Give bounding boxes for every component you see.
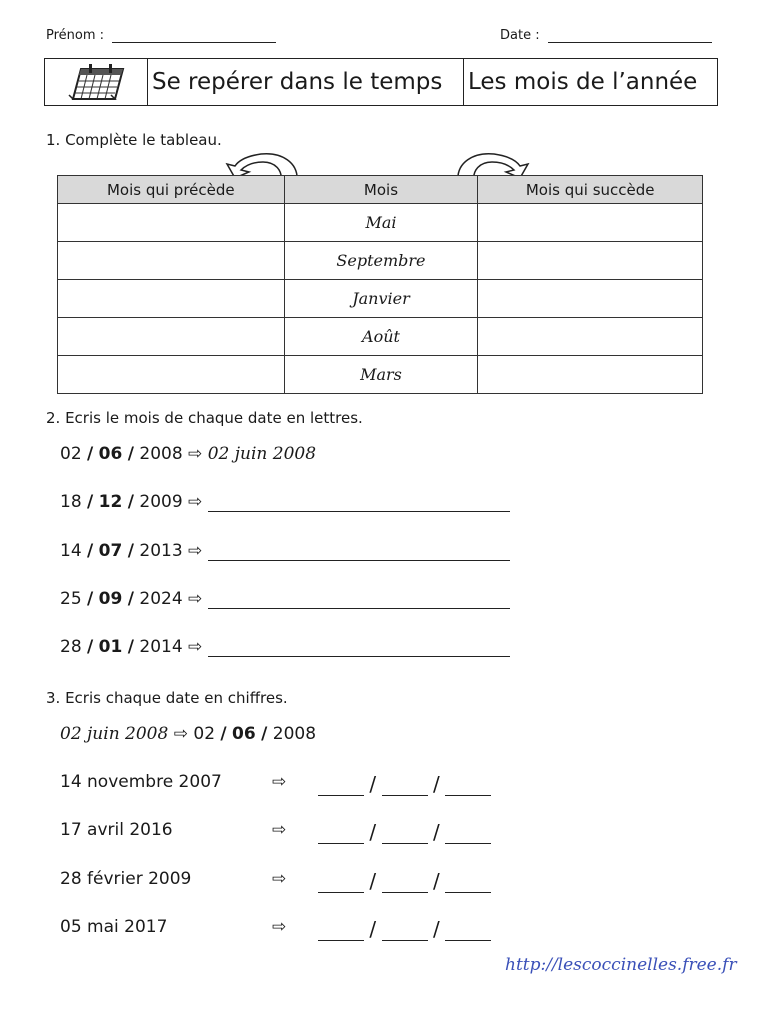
exercise3-instruction: 3. Ecris chaque date en chiffres.: [46, 689, 288, 707]
next-month-cell[interactable]: [478, 280, 703, 318]
header-month: Mois: [284, 176, 478, 204]
number-blanks[interactable]: / /: [318, 772, 491, 796]
answer-line[interactable]: [208, 656, 510, 657]
next-month-cell[interactable]: [478, 204, 703, 242]
previous-month-cell[interactable]: [58, 204, 285, 242]
arrow-icon: ⇨: [272, 772, 287, 792]
arrow-icon: ⇨: [188, 541, 203, 561]
table-row: [58, 242, 703, 280]
number-row-2: [60, 869, 530, 893]
prenom-row: [46, 28, 276, 43]
prenom-label: Prénom :: [46, 28, 105, 43]
title-right: Les mois de l’année: [463, 59, 717, 105]
month-cell: Janvier: [284, 280, 478, 318]
header-previous: Mois qui précède: [58, 176, 285, 204]
table-row: [58, 280, 703, 318]
written-date: 28 février 2009: [60, 869, 192, 889]
date-row-2: 14 / 07 / 2013 ⇨: [60, 541, 510, 561]
table-row: [58, 318, 703, 356]
example-row: 02 juin 2008 ⇨ 02 / 06 / 2008: [60, 724, 317, 744]
previous-month-cell[interactable]: [58, 280, 285, 318]
date-field[interactable]: [548, 42, 712, 43]
answer-line[interactable]: [208, 608, 510, 609]
number-blanks[interactable]: / /: [318, 820, 491, 844]
number-row-1: [60, 820, 530, 844]
table-header-row: [58, 176, 703, 204]
next-month-cell[interactable]: [478, 242, 703, 280]
answer-example: 02 juin 2008: [207, 444, 317, 464]
month-cell: Septembre: [284, 242, 478, 280]
table-row: [58, 204, 703, 242]
arrow-icon: ⇨: [188, 637, 203, 657]
answer-line[interactable]: [208, 560, 510, 561]
month-cell: Mars: [284, 356, 478, 394]
next-month-cell[interactable]: [478, 318, 703, 356]
previous-month-cell[interactable]: [58, 242, 285, 280]
icon-cell: [45, 59, 147, 105]
arrow-icon: ⇨: [188, 492, 203, 512]
exercise2-instruction: 2. Ecris le mois de chaque date en lettres.: [46, 409, 363, 427]
arrow-icon: ⇨: [188, 589, 203, 609]
date-row-1: 18 / 12 / 2009 ⇨: [60, 492, 510, 512]
number-blanks[interactable]: / /: [318, 917, 491, 941]
title-left: Se repérer dans le temps: [147, 59, 463, 105]
title-box: [44, 58, 718, 106]
arrow-icon: ⇨: [188, 444, 203, 464]
table-row: [58, 356, 703, 394]
date-label: Date :: [500, 28, 540, 43]
previous-month-cell[interactable]: [58, 356, 285, 394]
arrow-icon: ⇨: [272, 869, 287, 889]
written-date: 05 mai 2017: [60, 917, 168, 937]
number-row-0: [60, 772, 530, 796]
date-row: [500, 28, 712, 43]
arrow-icon: ⇨: [272, 820, 287, 840]
arrow-icon: ⇨: [272, 917, 287, 937]
written-date: 17 avril 2016: [60, 820, 173, 840]
answer-line[interactable]: [208, 511, 510, 512]
number-row-3: [60, 917, 530, 941]
example-text: 02 juin 2008: [60, 724, 169, 744]
footer-url[interactable]: http://lescoccinelles.free.fr: [505, 955, 737, 975]
header-next: Mois qui succède: [478, 176, 703, 204]
arrow-icon: ⇨: [173, 724, 188, 744]
month-cell: Août: [284, 318, 478, 356]
prenom-field[interactable]: [112, 42, 276, 43]
date-row-0: 02 / 06 / 2008 ⇨ 02 juin 2008: [60, 444, 317, 464]
months-table: [57, 175, 703, 394]
next-month-cell[interactable]: [478, 356, 703, 394]
month-cell: Mai: [284, 204, 478, 242]
date-row-4: 28 / 01 / 2014 ⇨: [60, 637, 510, 657]
exercise1-instruction: 1. Complète le tableau.: [46, 131, 222, 149]
date-row-3: 25 / 09 / 2024 ⇨: [60, 589, 510, 609]
previous-month-cell[interactable]: [58, 318, 285, 356]
written-date: 14 novembre 2007: [60, 772, 222, 792]
number-blanks[interactable]: / /: [318, 869, 491, 893]
calendar-icon: [65, 61, 127, 103]
